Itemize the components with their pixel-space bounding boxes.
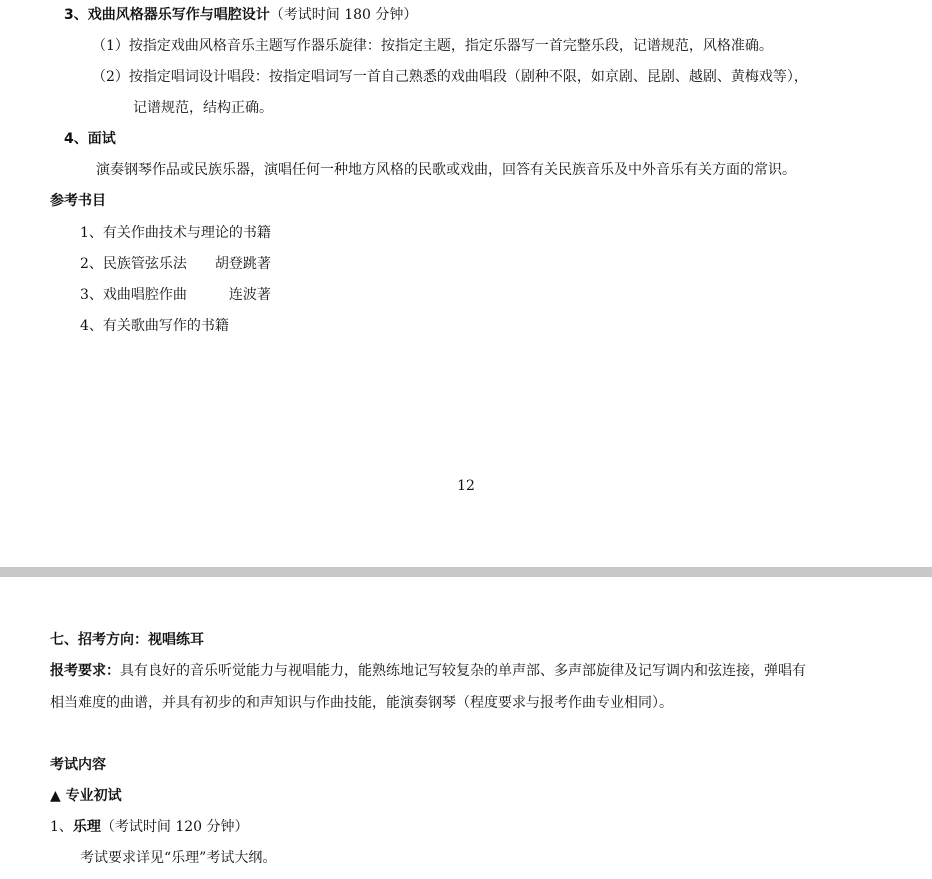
item1-title: 乐理 xyxy=(72,819,101,835)
section-title: 七、招考方向：视唱练耳 xyxy=(50,632,204,648)
requirements-label: 报考要求： xyxy=(50,663,120,679)
reference-title: 4、有关歌曲写作的书籍 xyxy=(80,318,229,334)
reference-title: 2、民族管弦乐法 xyxy=(80,256,187,272)
item4-text: 演奏钢琴作品或民族乐器，演唱任何一种地方风格的民歌或戏曲，回答有关民族音乐及中外音乐有关方面的常识。 xyxy=(96,162,796,178)
preliminary-exam-heading: ▲ 专业初试 xyxy=(50,788,122,804)
item3-title: 3、戏曲风格器乐写作与唱腔设计 xyxy=(64,7,270,23)
exam-content-heading: 考试内容 xyxy=(50,757,106,773)
item4-title: 4、面试 xyxy=(64,131,116,147)
item1-text: 考试要求详见“乐理”考试大纲。 xyxy=(80,850,277,866)
reference-author: 胡登跳著 xyxy=(214,256,271,272)
item1-prefix: 1、 xyxy=(50,819,73,835)
item1-time-note: （考试时间 120 分钟） xyxy=(100,819,249,835)
reference-item-1 xyxy=(80,223,271,243)
item3-time-note: （考试时间 180 分钟） xyxy=(269,7,418,23)
item3-heading xyxy=(64,5,417,25)
item3-sub1: （1）按指定戏曲风格音乐主题写作器乐旋律：按指定主题，指定乐器写一首完整乐段，记谱规范，风格准确。 xyxy=(92,38,773,54)
requirements-text: 具有良好的音乐听觉能力与视唱能力，能熟练地记写较复杂的单声部、多声部旋律及记写调内和弦连接，弹唱有 xyxy=(120,663,806,679)
reference-title: 1、有关作曲技术与理论的书籍 xyxy=(80,225,271,241)
references-title: 参考书目 xyxy=(50,193,106,209)
reference-title: 3、戏曲唱腔作曲 xyxy=(80,287,187,303)
page-number: 12 xyxy=(457,478,475,494)
reference-item-3 xyxy=(80,285,271,305)
item3-sub2-line1: （2）按指定唱词设计唱段：按指定唱词写一首自己熟悉的戏曲唱段（剧种不限，如京剧、昆剧、越剧、黄梅戏等）， xyxy=(92,69,808,85)
reference-item-2 xyxy=(80,254,271,274)
page-separator xyxy=(0,567,932,577)
requirements-line2: 相当难度的曲谱，并具有初步的和声知识与作曲技能，能演奏钢琴（程度要求与报考作曲专业相同）。 xyxy=(50,695,673,711)
reference-item-4 xyxy=(80,316,229,336)
item3-sub2-line2: 记谱规范，结构正确。 xyxy=(133,100,273,116)
requirements-line1 xyxy=(50,661,806,681)
item1-heading xyxy=(50,817,249,837)
reference-author: 连波著 xyxy=(228,287,271,303)
document-page-13 xyxy=(0,577,932,879)
